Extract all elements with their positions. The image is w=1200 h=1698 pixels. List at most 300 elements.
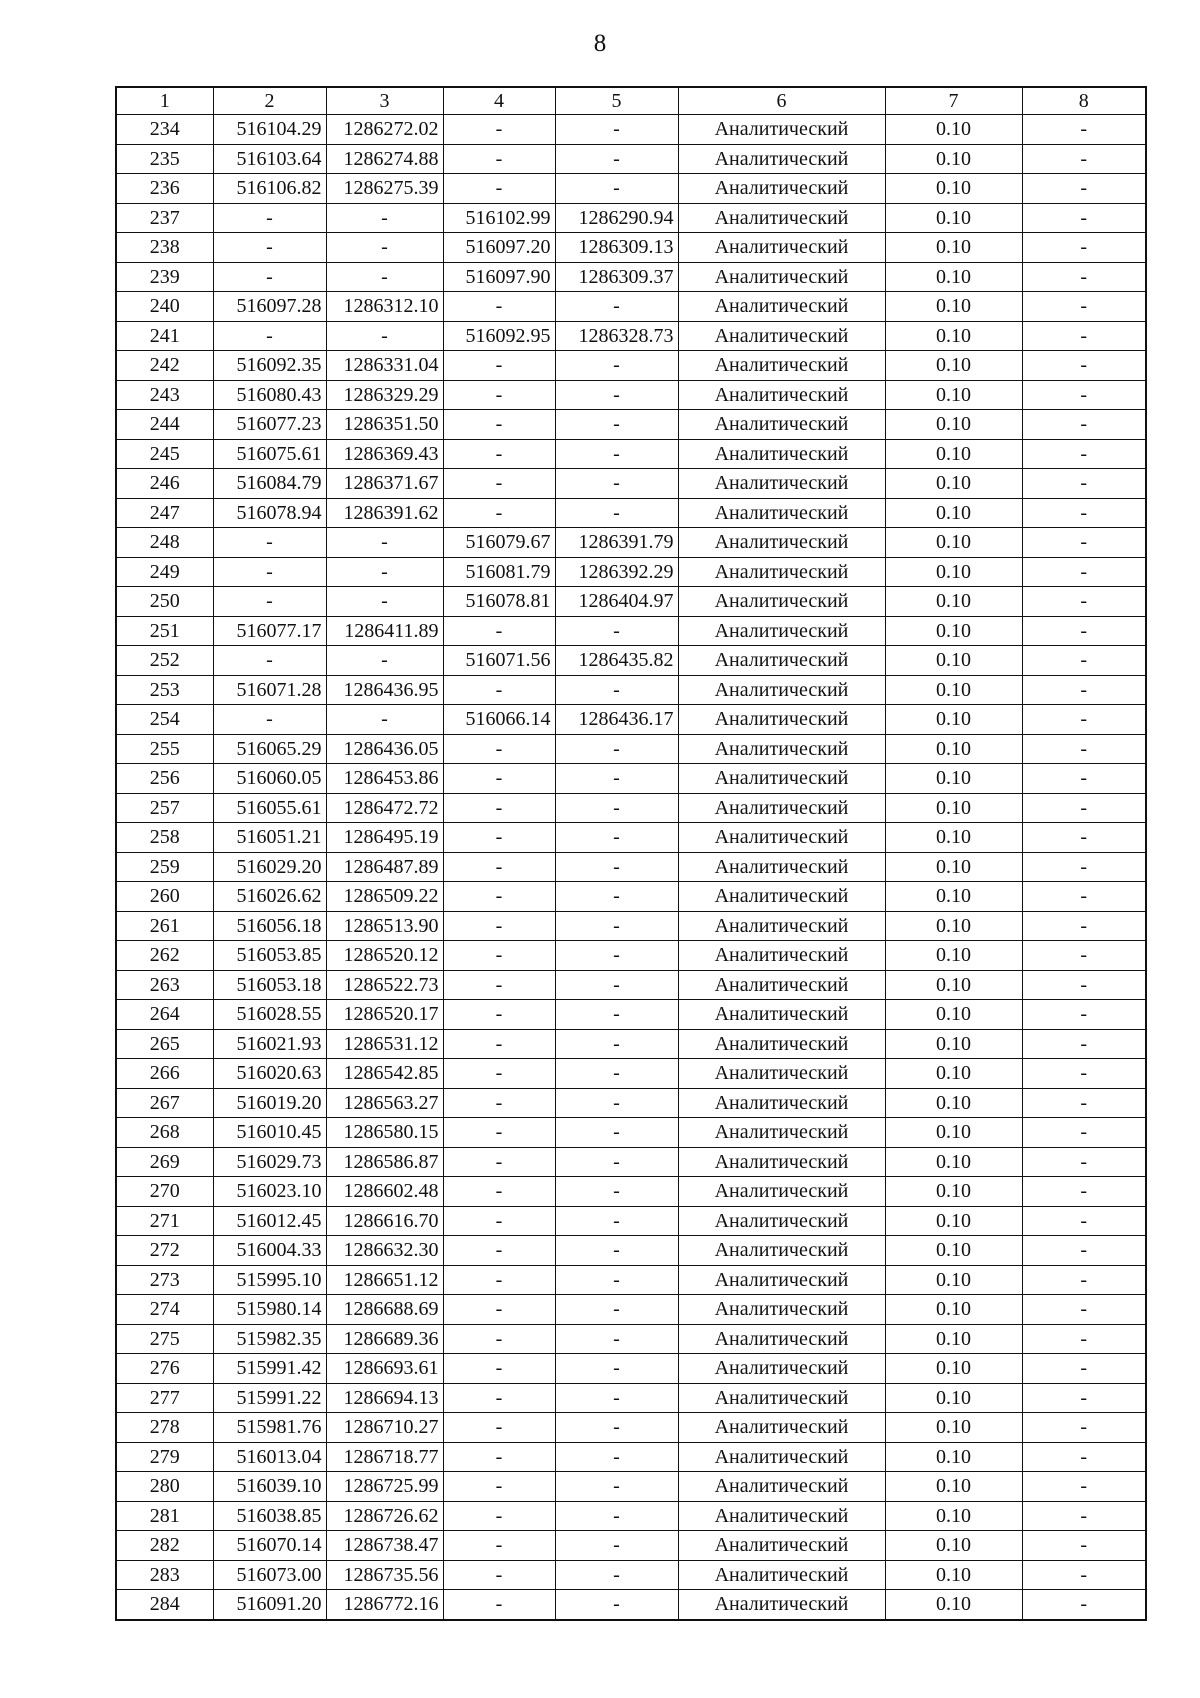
point-number-cell: 276 <box>116 1354 213 1384</box>
x-new-coordinate-cell: 516071.56 <box>443 646 555 676</box>
point-number-cell: 283 <box>116 1560 213 1590</box>
column-header: 6 <box>678 87 885 115</box>
y-new-coordinate-cell: - <box>555 1088 678 1118</box>
method-cell: Аналитический <box>678 793 885 823</box>
x-new-coordinate-cell: - <box>443 1531 555 1561</box>
table-row <box>116 1177 1146 1207</box>
y-coordinate-cell: 1286531.12 <box>326 1029 443 1059</box>
y-new-coordinate-cell: - <box>555 292 678 322</box>
method-cell: Аналитический <box>678 734 885 764</box>
accuracy-cell: 0.10 <box>885 675 1022 705</box>
y-new-coordinate-cell: - <box>555 1354 678 1384</box>
table-row <box>116 1354 1146 1384</box>
note-cell: - <box>1022 646 1146 676</box>
accuracy-cell: 0.10 <box>885 144 1022 174</box>
y-coordinate-cell: 1286369.43 <box>326 439 443 469</box>
note-cell: - <box>1022 1354 1146 1384</box>
method-cell: Аналитический <box>678 823 885 853</box>
x-coordinate-cell: 516028.55 <box>213 1000 326 1030</box>
accuracy-cell: 0.10 <box>885 380 1022 410</box>
y-coordinate-cell: - <box>326 233 443 263</box>
y-new-coordinate-cell: - <box>555 1059 678 1089</box>
y-new-coordinate-cell: - <box>555 1118 678 1148</box>
x-new-coordinate-cell: - <box>443 1000 555 1030</box>
accuracy-cell: 0.10 <box>885 233 1022 263</box>
table-row <box>116 498 1146 528</box>
method-cell: Аналитический <box>678 911 885 941</box>
method-cell: Аналитический <box>678 1472 885 1502</box>
table-row <box>116 1029 1146 1059</box>
x-coordinate-cell: 515995.10 <box>213 1265 326 1295</box>
point-number-cell: 235 <box>116 144 213 174</box>
note-cell: - <box>1022 1383 1146 1413</box>
accuracy-cell: 0.10 <box>885 823 1022 853</box>
table-row <box>116 941 1146 971</box>
point-number-cell: 248 <box>116 528 213 558</box>
point-number-cell: 239 <box>116 262 213 292</box>
point-number-cell: 254 <box>116 705 213 735</box>
accuracy-cell: 0.10 <box>885 793 1022 823</box>
x-coordinate-cell: 516013.04 <box>213 1442 326 1472</box>
note-cell: - <box>1022 1295 1146 1325</box>
x-coordinate-cell: - <box>213 705 326 735</box>
note-cell: - <box>1022 292 1146 322</box>
table-row <box>116 1472 1146 1502</box>
y-coordinate-cell: 1286602.48 <box>326 1177 443 1207</box>
point-number-cell: 268 <box>116 1118 213 1148</box>
y-new-coordinate-cell: 1286392.29 <box>555 557 678 587</box>
x-new-coordinate-cell: - <box>443 144 555 174</box>
note-cell: - <box>1022 1442 1146 1472</box>
note-cell: - <box>1022 941 1146 971</box>
y-new-coordinate-cell: - <box>555 1383 678 1413</box>
point-number-cell: 282 <box>116 1531 213 1561</box>
x-new-coordinate-cell: - <box>443 1029 555 1059</box>
point-number-cell: 247 <box>116 498 213 528</box>
x-coordinate-cell: 516026.62 <box>213 882 326 912</box>
method-cell: Аналитический <box>678 321 885 351</box>
note-cell: - <box>1022 498 1146 528</box>
y-new-coordinate-cell: - <box>555 144 678 174</box>
x-new-coordinate-cell: - <box>443 292 555 322</box>
method-cell: Аналитический <box>678 1118 885 1148</box>
note-cell: - <box>1022 1236 1146 1266</box>
x-new-coordinate-cell: 516078.81 <box>443 587 555 617</box>
column-header: 7 <box>885 87 1022 115</box>
table-header-row <box>116 87 1146 115</box>
method-cell: Аналитический <box>678 351 885 381</box>
y-new-coordinate-cell: - <box>555 380 678 410</box>
x-new-coordinate-cell: - <box>443 852 555 882</box>
method-cell: Аналитический <box>678 1206 885 1236</box>
x-coordinate-cell: 516023.10 <box>213 1177 326 1207</box>
accuracy-cell: 0.10 <box>885 941 1022 971</box>
note-cell: - <box>1022 587 1146 617</box>
x-coordinate-cell: 516084.79 <box>213 469 326 499</box>
x-new-coordinate-cell: - <box>443 970 555 1000</box>
table-row <box>116 587 1146 617</box>
table-row <box>116 764 1146 794</box>
note-cell: - <box>1022 262 1146 292</box>
point-number-cell: 251 <box>116 616 213 646</box>
point-number-cell: 250 <box>116 587 213 617</box>
method-cell: Аналитический <box>678 1000 885 1030</box>
y-coordinate-cell: 1286616.70 <box>326 1206 443 1236</box>
y-coordinate-cell: 1286542.85 <box>326 1059 443 1089</box>
accuracy-cell: 0.10 <box>885 734 1022 764</box>
x-new-coordinate-cell: - <box>443 1472 555 1502</box>
column-header: 8 <box>1022 87 1146 115</box>
column-header: 2 <box>213 87 326 115</box>
y-new-coordinate-cell: - <box>555 174 678 204</box>
point-number-cell: 253 <box>116 675 213 705</box>
x-coordinate-cell: 516051.21 <box>213 823 326 853</box>
x-coordinate-cell: 516097.28 <box>213 292 326 322</box>
note-cell: - <box>1022 1118 1146 1148</box>
y-new-coordinate-cell: - <box>555 793 678 823</box>
point-number-cell: 252 <box>116 646 213 676</box>
y-coordinate-cell: 1286275.39 <box>326 174 443 204</box>
y-coordinate-cell: 1286689.36 <box>326 1324 443 1354</box>
method-cell: Аналитический <box>678 1354 885 1384</box>
y-coordinate-cell: 1286694.13 <box>326 1383 443 1413</box>
x-coordinate-cell: 516020.63 <box>213 1059 326 1089</box>
table-row <box>116 970 1146 1000</box>
x-coordinate-cell: 515981.76 <box>213 1413 326 1443</box>
note-cell: - <box>1022 1501 1146 1531</box>
table-row <box>116 469 1146 499</box>
point-number-cell: 263 <box>116 970 213 1000</box>
table-row <box>116 1118 1146 1148</box>
x-new-coordinate-cell: - <box>443 351 555 381</box>
y-new-coordinate-cell: 1286309.37 <box>555 262 678 292</box>
x-new-coordinate-cell: - <box>443 911 555 941</box>
table-row <box>116 380 1146 410</box>
y-new-coordinate-cell: - <box>555 498 678 528</box>
point-number-cell: 270 <box>116 1177 213 1207</box>
point-number-cell: 246 <box>116 469 213 499</box>
table-row <box>116 734 1146 764</box>
note-cell: - <box>1022 1560 1146 1590</box>
table-row <box>116 793 1146 823</box>
y-coordinate-cell: 1286710.27 <box>326 1413 443 1443</box>
y-new-coordinate-cell: - <box>555 1295 678 1325</box>
y-new-coordinate-cell: - <box>555 1472 678 1502</box>
method-cell: Аналитический <box>678 439 885 469</box>
point-number-cell: 236 <box>116 174 213 204</box>
note-cell: - <box>1022 616 1146 646</box>
y-new-coordinate-cell: - <box>555 882 678 912</box>
y-new-coordinate-cell: - <box>555 970 678 1000</box>
column-header: 5 <box>555 87 678 115</box>
point-number-cell: 266 <box>116 1059 213 1089</box>
x-coordinate-cell: 516029.73 <box>213 1147 326 1177</box>
table-row <box>116 1324 1146 1354</box>
note-cell: - <box>1022 970 1146 1000</box>
y-coordinate-cell: 1286563.27 <box>326 1088 443 1118</box>
y-new-coordinate-cell: - <box>555 1590 678 1620</box>
x-new-coordinate-cell: - <box>443 1295 555 1325</box>
y-new-coordinate-cell: 1286404.97 <box>555 587 678 617</box>
note-cell: - <box>1022 174 1146 204</box>
x-new-coordinate-cell: - <box>443 793 555 823</box>
y-coordinate-cell: 1286495.19 <box>326 823 443 853</box>
table-row <box>116 1295 1146 1325</box>
method-cell: Аналитический <box>678 970 885 1000</box>
point-number-cell: 260 <box>116 882 213 912</box>
y-coordinate-cell: 1286693.61 <box>326 1354 443 1384</box>
table-row <box>116 1501 1146 1531</box>
y-new-coordinate-cell: 1286328.73 <box>555 321 678 351</box>
x-new-coordinate-cell: - <box>443 115 555 145</box>
method-cell: Аналитический <box>678 1383 885 1413</box>
accuracy-cell: 0.10 <box>885 1265 1022 1295</box>
x-coordinate-cell: 516078.94 <box>213 498 326 528</box>
table-row <box>116 616 1146 646</box>
x-new-coordinate-cell: - <box>443 439 555 469</box>
y-coordinate-cell: 1286688.69 <box>326 1295 443 1325</box>
x-new-coordinate-cell: - <box>443 941 555 971</box>
y-coordinate-cell: 1286312.10 <box>326 292 443 322</box>
note-cell: - <box>1022 439 1146 469</box>
x-new-coordinate-cell: - <box>443 174 555 204</box>
point-number-cell: 275 <box>116 1324 213 1354</box>
method-cell: Аналитический <box>678 469 885 499</box>
accuracy-cell: 0.10 <box>885 1472 1022 1502</box>
accuracy-cell: 0.10 <box>885 852 1022 882</box>
table-row <box>116 882 1146 912</box>
x-new-coordinate-cell: - <box>443 1059 555 1089</box>
note-cell: - <box>1022 734 1146 764</box>
y-new-coordinate-cell: - <box>555 1236 678 1266</box>
note-cell: - <box>1022 705 1146 735</box>
y-coordinate-cell: - <box>326 587 443 617</box>
x-coordinate-cell: - <box>213 528 326 558</box>
y-new-coordinate-cell: - <box>555 1177 678 1207</box>
y-coordinate-cell: 1286411.89 <box>326 616 443 646</box>
note-cell: - <box>1022 1029 1146 1059</box>
point-number-cell: 277 <box>116 1383 213 1413</box>
method-cell: Аналитический <box>678 292 885 322</box>
y-new-coordinate-cell: - <box>555 1324 678 1354</box>
x-coordinate-cell: 516077.17 <box>213 616 326 646</box>
point-number-cell: 264 <box>116 1000 213 1030</box>
point-number-cell: 274 <box>116 1295 213 1325</box>
method-cell: Аналитический <box>678 1177 885 1207</box>
method-cell: Аналитический <box>678 705 885 735</box>
table-row <box>116 1265 1146 1295</box>
y-new-coordinate-cell: - <box>555 1029 678 1059</box>
y-coordinate-cell: 1286586.87 <box>326 1147 443 1177</box>
x-new-coordinate-cell: - <box>443 1501 555 1531</box>
x-new-coordinate-cell: - <box>443 1147 555 1177</box>
y-coordinate-cell: 1286520.12 <box>326 941 443 971</box>
table-row <box>116 174 1146 204</box>
note-cell: - <box>1022 203 1146 233</box>
point-number-cell: 284 <box>116 1590 213 1620</box>
point-number-cell: 280 <box>116 1472 213 1502</box>
table-row <box>116 1236 1146 1266</box>
method-cell: Аналитический <box>678 1324 885 1354</box>
method-cell: Аналитический <box>678 1531 885 1561</box>
x-new-coordinate-cell: 516066.14 <box>443 705 555 735</box>
note-cell: - <box>1022 410 1146 440</box>
x-coordinate-cell: 516071.28 <box>213 675 326 705</box>
x-new-coordinate-cell: 516097.20 <box>443 233 555 263</box>
accuracy-cell: 0.10 <box>885 1059 1022 1089</box>
point-number-cell: 244 <box>116 410 213 440</box>
method-cell: Аналитический <box>678 1501 885 1531</box>
accuracy-cell: 0.10 <box>885 1442 1022 1472</box>
accuracy-cell: 0.10 <box>885 174 1022 204</box>
note-cell: - <box>1022 1531 1146 1561</box>
x-coordinate-cell: - <box>213 321 326 351</box>
point-number-cell: 259 <box>116 852 213 882</box>
y-new-coordinate-cell: - <box>555 1560 678 1590</box>
x-coordinate-cell: - <box>213 557 326 587</box>
method-cell: Аналитический <box>678 1236 885 1266</box>
accuracy-cell: 0.10 <box>885 970 1022 1000</box>
x-new-coordinate-cell: - <box>443 734 555 764</box>
note-cell: - <box>1022 1413 1146 1443</box>
y-coordinate-cell: - <box>326 528 443 558</box>
table-row <box>116 144 1146 174</box>
y-coordinate-cell: 1286725.99 <box>326 1472 443 1502</box>
x-coordinate-cell: - <box>213 262 326 292</box>
point-number-cell: 267 <box>116 1088 213 1118</box>
x-new-coordinate-cell: - <box>443 1088 555 1118</box>
table-row <box>116 439 1146 469</box>
point-number-cell: 258 <box>116 823 213 853</box>
table-row <box>116 1590 1146 1620</box>
table-row <box>116 646 1146 676</box>
y-new-coordinate-cell: 1286391.79 <box>555 528 678 558</box>
y-coordinate-cell: 1286329.29 <box>326 380 443 410</box>
table-row <box>116 115 1146 145</box>
x-new-coordinate-cell: - <box>443 1324 555 1354</box>
point-number-cell: 249 <box>116 557 213 587</box>
accuracy-cell: 0.10 <box>885 528 1022 558</box>
y-coordinate-cell: 1286522.73 <box>326 970 443 1000</box>
table-row <box>116 1383 1146 1413</box>
table-row <box>116 1560 1146 1590</box>
note-cell: - <box>1022 115 1146 145</box>
method-cell: Аналитический <box>678 174 885 204</box>
accuracy-cell: 0.10 <box>885 1118 1022 1148</box>
y-coordinate-cell: 1286520.17 <box>326 1000 443 1030</box>
note-cell: - <box>1022 1000 1146 1030</box>
table-row <box>116 1147 1146 1177</box>
y-coordinate-cell: 1286726.62 <box>326 1501 443 1531</box>
y-coordinate-cell: 1286772.16 <box>326 1590 443 1620</box>
x-coordinate-cell: 516077.23 <box>213 410 326 440</box>
note-cell: - <box>1022 321 1146 351</box>
note-cell: - <box>1022 675 1146 705</box>
accuracy-cell: 0.10 <box>885 439 1022 469</box>
point-number-cell: 265 <box>116 1029 213 1059</box>
y-new-coordinate-cell: - <box>555 1442 678 1472</box>
method-cell: Аналитический <box>678 233 885 263</box>
y-coordinate-cell: - <box>326 203 443 233</box>
table-row <box>116 351 1146 381</box>
accuracy-cell: 0.10 <box>885 115 1022 145</box>
y-new-coordinate-cell: - <box>555 616 678 646</box>
x-coordinate-cell: 516075.61 <box>213 439 326 469</box>
x-new-coordinate-cell: - <box>443 675 555 705</box>
y-new-coordinate-cell: - <box>555 823 678 853</box>
note-cell: - <box>1022 1206 1146 1236</box>
method-cell: Аналитический <box>678 498 885 528</box>
x-coordinate-cell: 516029.20 <box>213 852 326 882</box>
y-coordinate-cell: 1286274.88 <box>326 144 443 174</box>
point-number-cell: 238 <box>116 233 213 263</box>
table-row <box>116 233 1146 263</box>
y-coordinate-cell: 1286272.02 <box>326 115 443 145</box>
note-cell: - <box>1022 380 1146 410</box>
note-cell: - <box>1022 793 1146 823</box>
point-number-cell: 241 <box>116 321 213 351</box>
x-coordinate-cell: 516053.85 <box>213 941 326 971</box>
x-new-coordinate-cell: - <box>443 1442 555 1472</box>
accuracy-cell: 0.10 <box>885 321 1022 351</box>
point-number-cell: 257 <box>116 793 213 823</box>
table-row <box>116 203 1146 233</box>
table-row <box>116 705 1146 735</box>
point-number-cell: 245 <box>116 439 213 469</box>
point-number-cell: 271 <box>116 1206 213 1236</box>
y-coordinate-cell: - <box>326 705 443 735</box>
accuracy-cell: 0.10 <box>885 1324 1022 1354</box>
table-row <box>116 557 1146 587</box>
y-coordinate-cell: - <box>326 321 443 351</box>
x-new-coordinate-cell: 516079.67 <box>443 528 555 558</box>
table-row <box>116 1531 1146 1561</box>
method-cell: Аналитический <box>678 1590 885 1620</box>
note-cell: - <box>1022 469 1146 499</box>
x-new-coordinate-cell: - <box>443 1236 555 1266</box>
method-cell: Аналитический <box>678 203 885 233</box>
accuracy-cell: 0.10 <box>885 1501 1022 1531</box>
x-coordinate-cell: 516010.45 <box>213 1118 326 1148</box>
method-cell: Аналитический <box>678 1560 885 1590</box>
y-new-coordinate-cell: - <box>555 1000 678 1030</box>
x-coordinate-cell: 516065.29 <box>213 734 326 764</box>
point-number-cell: 269 <box>116 1147 213 1177</box>
method-cell: Аналитический <box>678 557 885 587</box>
y-new-coordinate-cell: - <box>555 1206 678 1236</box>
accuracy-cell: 0.10 <box>885 557 1022 587</box>
note-cell: - <box>1022 1088 1146 1118</box>
accuracy-cell: 0.10 <box>885 410 1022 440</box>
point-number-cell: 278 <box>116 1413 213 1443</box>
coordinates-table <box>115 86 1147 1621</box>
method-cell: Аналитический <box>678 262 885 292</box>
accuracy-cell: 0.10 <box>885 1147 1022 1177</box>
point-number-cell: 234 <box>116 115 213 145</box>
x-coordinate-cell: - <box>213 587 326 617</box>
x-new-coordinate-cell: - <box>443 1383 555 1413</box>
x-coordinate-cell: 516056.18 <box>213 911 326 941</box>
point-number-cell: 261 <box>116 911 213 941</box>
x-new-coordinate-cell: - <box>443 1413 555 1443</box>
method-cell: Аналитический <box>678 852 885 882</box>
x-coordinate-cell: 516038.85 <box>213 1501 326 1531</box>
note-cell: - <box>1022 1147 1146 1177</box>
y-coordinate-cell: 1286371.67 <box>326 469 443 499</box>
y-new-coordinate-cell: - <box>555 1265 678 1295</box>
accuracy-cell: 0.10 <box>885 1236 1022 1266</box>
accuracy-cell: 0.10 <box>885 498 1022 528</box>
